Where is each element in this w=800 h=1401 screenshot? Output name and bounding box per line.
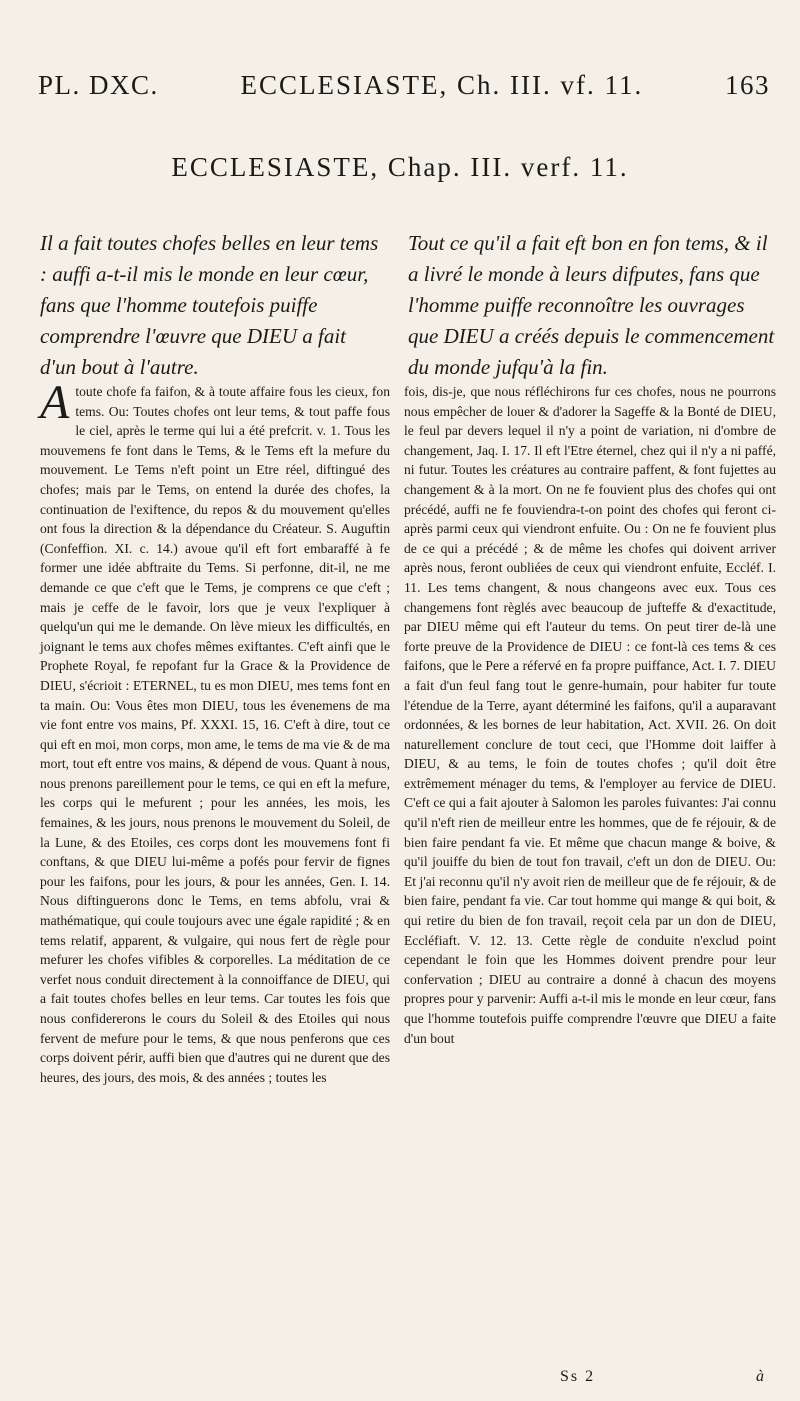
commentary-right-column (404, 382, 776, 1048)
signature-mark: Ss 2 (560, 1368, 596, 1385)
verse-left-translation: Il a fait toutes chofes belles en leur tems : auffi a-t-il mis le monde en leur cœur, fans que l'homme toutefois puiffe comprendre l'œuvre que DIEU a fait d'un bout à l'autre. (40, 231, 379, 379)
running-title: ECCLESIASTE, Ch. III. vf. 11. (240, 70, 644, 100)
catchword: à (756, 1368, 764, 1385)
running-head (38, 70, 770, 110)
page-number: 163 (725, 70, 770, 100)
drop-capital: A (40, 376, 70, 429)
chapter-title: ECCLESIASTE, Chap. III. verf. 11. (171, 152, 629, 182)
plate-number: PL. DXC. (38, 70, 159, 100)
verse-right-translation: Tout ce qu'il a fait eft bon en fon tems, & il a livré le monde à leurs difputes, fans que l'homme puiffe reconnoître les ouvrages que DIEU a créés depuis le commencement du monde jufqu'à la fin. (408, 231, 775, 379)
commentary-left-text: toute chofe fa faifon, & à toute affaire fous les cieux, fon tems. Ou: Toutes chofes ont leur tems, & tout paffe fous le ciel, après le terme qui lui a été prefcrit. v. 1. Tous les mouvemens fe font dans le Tems, & le Tems eft la mefure du mouvement. Le Tems n'eft point un Etre réel, diftingué des chofes; mais par le Tems, on entend la durée des chofes, la continuation de l'exiftence, du repos & du mouvement qu'elles ont fous la direction & la dépendance du Créateur. S. Auguftin (Confeffion. XI. c. 14.) avoue qu'il eft fort embaraffé à fe former une idée abftraite du Tems. Si perfonne, dit-il, ne me demande ce que c'eft que le Tems, je comprens ce que c'eft ; mais je ceffe de le favoir, lors que je veux l'expliquer à quelqu'un qui me le demande. On lève mieux les difficultés, en joignant le tems aux chofes mêmes exiftantes. C'eft ainfi que le Prophete Royal, fe repofant fur la Grace & la Providence de DIEU, s'écrioit : ETERNEL, tu es mon DIEU, mes tems font en ta main. Ou: Vous êtes mon DIEU, tous les évenemens de ma vie font entre vos mains, Pf. XXXI. 15, 16. C'eft à dire, tout ce qui eft en moi, mon corps, mon ame, le tems de ma vie & de ma mort, tout eft entre vos mains, & dépend de vous. Quant à nous, nous prenons pareillement pour le tems, ce qui en eft la mefure, les corps qui le mefurent ; pour les années, les mois, les femaines, & les jours, nous prenons le mouvement du Soleil, de la Lune, & des Etoiles, ces corps dont les mouvemens font fi conftans, & que DIEU lui-même a pofés pour fervir de fignes pour les faifons, pour les jours, & pour les années, Gen. I. 14. Nous diftinguerons donc le Tems, en tems abfolu, vrai & mathématique, qui coule toujours avec une égale rapidité ; & en tems relatif, apparent, & vulgaire, qui nous fert de règle pour mefurer les chofes vifibles & corporelles. La méditation de ce verfet nous conduit directement à la connoiffance de DIEU, qui a fait toutes chofes belles en leur tems. Car toutes les fois que nous confidererons le cours du Soleil & des Etoiles qui nous fervent de mefure pour le tems, & que nous penferons que ces corps doivent périr, auffi bien que d'autres qui ne durent que des heures, des jours, des mois, & des années ; toutes les (40, 384, 390, 1085)
commentary-right-text: fois, dis-je, que nous réfléchirons fur ces chofes, nous ne pourrons nous empêcher de louer & d'adorer la Sageffe & la Bonté de DIEU, le feul par devers lequel il n'y a point de variation, ni d'ombre de changement, Jaq. I. 17. Il eft l'Etre éternel, chez qui il n'y a ni paffé, ni futur. Toutes les créatures au contraire paffent, & font fujettes au changement & à la mort. On ne fe fouvient plus des chofes qui ont précédé, auffi ne fe fouviendra-t-on point des chofes qui feront ci-après parmi ceux qui viendront enfuite. Ou : On ne fe fouvient plus de ce qui a précédé ; & de même les chofes qui doivent arriver après nous, feront oubliées de ceux qui viendront enfuite, Eccléf. I. 11. Les tems changent, & nous changeons avec eux. Tous ces changemens font règlés avec beaucoup de jufteffe & d'exactitude, par DIEU même qui eft l'auteur du tems. On peut tirer de-là une forte preuve de la Providence de DIEU : ce font-là ces tems & ces faifons, que le Pere a réfervé en fa propre puiffance, Act. I. 7. DIEU a fait d'un feul fang tout le genre-humain, pour habiter fur toute l'étendue de la Terre, ayant déterminé les faifons, qu'il a auparavant ordonnées, & les bornes de leur habitation, Act. XVII. 26. On doit naturellement conclure de tout ceci, que l'Homme doit laiffer à DIEU, & au tems, le foin de toutes chofes ; qu'il doit être extrêmement ménager du tems, & l'employer au fervice de DIEU. C'eft ce qui a fait ajouter à Salomon les paroles fuivantes: J'ai connu qu'il n'eft rien de meilleur entre les hommes, que de fe réjouir, & de bien faire pendant fa vie. Et même que chacun mange & boive, & qu'il jouiffe du bien de tout fon travail, c'eft un don de DIEU. Ou: Et j'ai reconnu qu'il n'y avoit rien de meilleur que de fe réjouir, & de bien faire, pendant fa vie. Car tout homme qui mange & qui boit, & qui retire du bien de fon travail, reçoit cela par un don de DIEU, Eccléfiaft. V. 12. 13. Cette règle de conduite n'exclud point cependant le foin que les Hommes doivent prendre pour leur confervation ; DIEU au contraire a donné à chacun des moyens propres pour y parvenir: Auffi a-t-il mis le monde en leur cœur, fans que l'homme toutefois puiffe comprendre l'œuvre que DIEU a faite d'un bout (404, 384, 776, 1046)
commentary-left-column (40, 376, 390, 1087)
